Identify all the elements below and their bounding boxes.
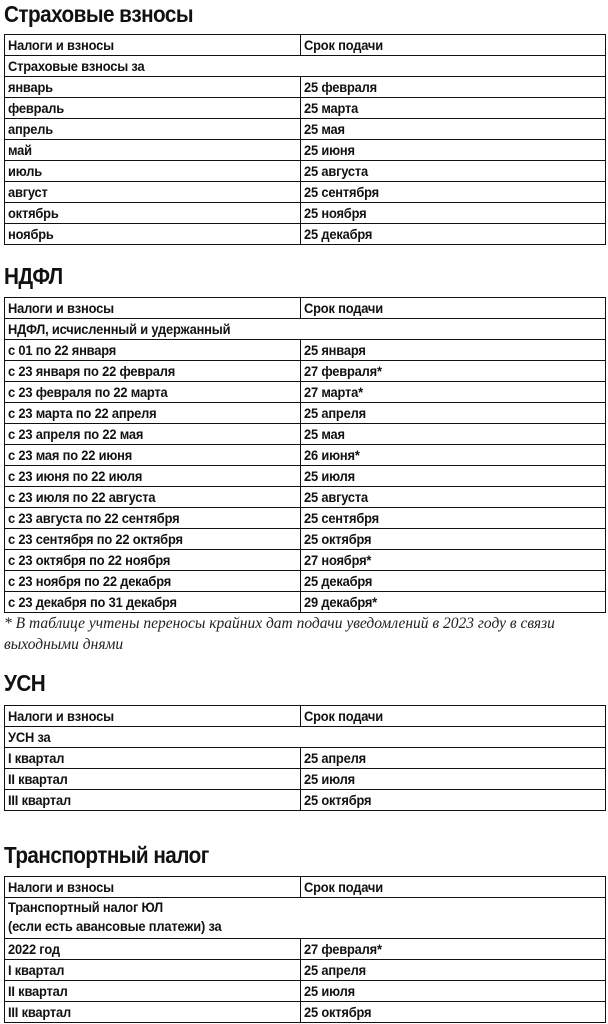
period-cell-text: с 23 июля по 22 августа xyxy=(8,489,156,505)
deadline-cell-text: 25 апреля xyxy=(304,750,366,766)
period-cell-text: III квартал xyxy=(8,1004,72,1020)
period-cell xyxy=(5,119,301,140)
deadline-cell xyxy=(301,939,606,960)
deadline-cell xyxy=(301,769,606,790)
deadline-cell-text: 25 апреля xyxy=(304,962,366,978)
deadline-cell-text: 25 июля xyxy=(304,468,355,484)
table-row xyxy=(5,340,606,361)
group-label xyxy=(5,898,606,939)
period-cell xyxy=(5,77,301,98)
header-taxes xyxy=(5,877,301,898)
period-cell xyxy=(5,203,301,224)
deadline-cell xyxy=(301,550,606,571)
period-cell xyxy=(5,161,301,182)
deadline-cell xyxy=(301,340,606,361)
header-deadline xyxy=(301,298,606,319)
deadline-cell xyxy=(301,466,606,487)
deadline-cell-text: 25 сентября xyxy=(304,184,379,200)
deadline-cell-text: 25 июня xyxy=(304,142,355,158)
header-deadline xyxy=(301,877,606,898)
deadline-cell-text: 25 августа xyxy=(304,489,368,505)
table-row xyxy=(5,382,606,403)
deadline-cell xyxy=(301,960,606,981)
deadline-cell xyxy=(301,361,606,382)
table-row xyxy=(5,981,606,1002)
period-cell xyxy=(5,571,301,592)
table-row xyxy=(5,790,606,811)
table-header-row xyxy=(5,877,606,898)
deadline-cell xyxy=(301,203,606,224)
period-cell xyxy=(5,769,301,790)
header-taxes-text: Налоги и взносы xyxy=(8,879,114,895)
deadline-cell-text: 25 июля xyxy=(304,983,355,999)
table-row xyxy=(5,592,606,613)
deadline-cell-text: 29 декабря* xyxy=(304,594,378,610)
table-row xyxy=(5,98,606,119)
table-row xyxy=(5,403,606,424)
header-taxes xyxy=(5,706,301,727)
table-group-row xyxy=(5,898,606,939)
period-cell-text: август xyxy=(8,184,48,200)
period-cell-text: с 01 по 22 января xyxy=(8,342,117,358)
period-cell-text: с 23 февраля по 22 марта xyxy=(8,384,168,400)
period-cell xyxy=(5,981,301,1002)
table-row xyxy=(5,550,606,571)
deadline-cell-text: 25 сентября xyxy=(304,510,379,526)
period-cell xyxy=(5,550,301,571)
table-header-row xyxy=(5,35,606,56)
table-row xyxy=(5,445,606,466)
deadline-cell xyxy=(301,445,606,466)
deadline-cell xyxy=(301,487,606,508)
period-cell-text: с 23 ноября по 22 декабря xyxy=(8,573,172,589)
deadline-cell-text: 27 марта* xyxy=(304,384,363,400)
header-taxes-text: Налоги и взносы xyxy=(8,300,114,316)
header-deadline-text: Срок подачи xyxy=(304,879,383,895)
table-row xyxy=(5,1002,606,1023)
deadline-cell-text: 25 ноября xyxy=(304,205,367,221)
footnote: * В таблице учтены переносы крайних дат подачи уведомлений в 2023 году в связи выходными днями xyxy=(4,615,555,653)
table-row xyxy=(5,571,606,592)
deadline-cell-text: 27 ноября* xyxy=(304,552,372,568)
table-row xyxy=(5,119,606,140)
deadline-cell xyxy=(301,119,606,140)
deadline-cell-text: 25 августа xyxy=(304,163,368,179)
deadline-cell xyxy=(301,140,606,161)
group-label xyxy=(5,727,606,748)
period-cell-text: 2022 год xyxy=(8,941,60,957)
period-cell-text: май xyxy=(8,142,32,158)
period-cell-text: II квартал xyxy=(8,771,68,787)
period-cell xyxy=(5,140,301,161)
period-cell xyxy=(5,487,301,508)
table-row xyxy=(5,203,606,224)
deadline-cell-text: 27 февраля* xyxy=(304,363,382,379)
header-taxes-text: Налоги и взносы xyxy=(8,708,114,724)
period-cell xyxy=(5,529,301,550)
deadline-cell xyxy=(301,748,606,769)
period-cell xyxy=(5,182,301,203)
period-cell xyxy=(5,424,301,445)
deadline-cell xyxy=(301,403,606,424)
deadline-cell xyxy=(301,508,606,529)
deadline-cell-text: 26 июня* xyxy=(304,447,360,463)
period-cell xyxy=(5,382,301,403)
table-group-row xyxy=(5,727,606,748)
deadline-cell xyxy=(301,98,606,119)
table-group-row xyxy=(5,319,606,340)
table-header-row xyxy=(5,298,606,319)
deadline-cell-text: 25 декабря xyxy=(304,226,373,242)
table-header-row xyxy=(5,706,606,727)
deadline-cell xyxy=(301,382,606,403)
period-cell-text: июль xyxy=(8,163,42,179)
deadline-cell xyxy=(301,1002,606,1023)
header-deadline xyxy=(301,706,606,727)
group-label-text: НДФЛ, исчисленный и удержанный xyxy=(8,321,231,337)
period-cell xyxy=(5,224,301,245)
group-label-text: Страховые взносы за xyxy=(8,58,145,74)
table-row xyxy=(5,748,606,769)
header-taxes xyxy=(5,298,301,319)
period-cell xyxy=(5,445,301,466)
deadline-cell-text: 25 апреля xyxy=(304,405,366,421)
table-row xyxy=(5,487,606,508)
table-row xyxy=(5,939,606,960)
period-cell xyxy=(5,790,301,811)
section-title-insurance: Страховые взносы xyxy=(4,1,193,27)
deadline-cell-text: 25 февраля xyxy=(304,79,377,95)
deadline-cell-text: 25 октября xyxy=(304,792,372,808)
deadline-cell-text: 25 мая xyxy=(304,426,345,442)
deadline-cell xyxy=(301,77,606,98)
period-cell-text: с 23 октября по 22 ноября xyxy=(8,552,171,568)
period-cell xyxy=(5,748,301,769)
period-cell-text: с 23 декабря по 31 декабря xyxy=(8,594,177,610)
header-deadline xyxy=(301,35,606,56)
table-row xyxy=(5,424,606,445)
deadline-cell xyxy=(301,161,606,182)
deadline-cell xyxy=(301,529,606,550)
table-ndfl xyxy=(4,297,606,613)
table-row xyxy=(5,960,606,981)
period-cell-text: с 23 апреля по 22 мая xyxy=(8,426,144,442)
table-row xyxy=(5,466,606,487)
period-cell-text: с 23 сентября по 22 октября xyxy=(8,531,183,547)
table-row xyxy=(5,224,606,245)
header-deadline-text: Срок подачи xyxy=(304,37,383,53)
section-title-ndfl: НДФЛ xyxy=(4,263,63,289)
header-taxes-text: Налоги и взносы xyxy=(8,37,114,53)
group-label-text: Транспортный налог ЮЛ (если есть авансовые платежи) за xyxy=(8,899,222,934)
period-cell-text: III квартал xyxy=(8,792,72,808)
period-cell xyxy=(5,340,301,361)
period-cell xyxy=(5,466,301,487)
deadline-cell-text: 25 марта xyxy=(304,100,359,116)
deadline-cell-text: 25 октября xyxy=(304,531,372,547)
group-label xyxy=(5,56,606,77)
period-cell xyxy=(5,960,301,981)
section-title-usn: УСН xyxy=(4,670,46,696)
deadline-cell-text: 25 декабря xyxy=(304,573,373,589)
table-group-row xyxy=(5,56,606,77)
table-row xyxy=(5,140,606,161)
deadline-cell-text: 27 февраля* xyxy=(304,941,382,957)
table-row xyxy=(5,77,606,98)
period-cell-text: с 23 мая по 22 июня xyxy=(8,447,133,463)
period-cell-text: ноябрь xyxy=(8,226,54,242)
deadline-cell-text: 25 мая xyxy=(304,121,345,137)
deadline-cell-text: 25 января xyxy=(304,342,366,358)
deadline-cell xyxy=(301,424,606,445)
table-row xyxy=(5,182,606,203)
deadline-cell xyxy=(301,224,606,245)
group-label xyxy=(5,319,606,340)
table-usn xyxy=(4,705,606,811)
table-row xyxy=(5,769,606,790)
header-deadline-text: Срок подачи xyxy=(304,300,383,316)
deadline-cell-text: 25 июля xyxy=(304,771,355,787)
section-title-transport: Транспортный налог xyxy=(4,842,209,868)
period-cell-text: январь xyxy=(8,79,53,95)
period-cell xyxy=(5,403,301,424)
period-cell-text: I квартал xyxy=(8,962,65,978)
period-cell-text: с 23 марта по 22 апреля xyxy=(8,405,157,421)
period-cell-text: с 23 января по 22 февраля xyxy=(8,363,176,379)
period-cell-text: февраль xyxy=(8,100,65,116)
table-row xyxy=(5,161,606,182)
table-row xyxy=(5,361,606,382)
deadline-cell xyxy=(301,182,606,203)
period-cell-text: апрель xyxy=(8,121,53,137)
group-label-text: УСН за xyxy=(8,729,51,745)
period-cell-text: II квартал xyxy=(8,983,68,999)
period-cell xyxy=(5,592,301,613)
table-transport xyxy=(4,876,606,1023)
deadline-cell-text: 25 октября xyxy=(304,1004,372,1020)
period-cell xyxy=(5,98,301,119)
header-taxes xyxy=(5,35,301,56)
table-row xyxy=(5,508,606,529)
period-cell-text: октябрь xyxy=(8,205,59,221)
deadline-cell xyxy=(301,790,606,811)
deadline-cell xyxy=(301,981,606,1002)
table-row xyxy=(5,529,606,550)
deadline-cell xyxy=(301,592,606,613)
deadline-cell xyxy=(301,571,606,592)
period-cell xyxy=(5,939,301,960)
table-insurance xyxy=(4,34,606,245)
period-cell-text: I квартал xyxy=(8,750,65,766)
period-cell-text: с 23 августа по 22 сентября xyxy=(8,510,180,526)
header-deadline-text: Срок подачи xyxy=(304,708,383,724)
period-cell xyxy=(5,1002,301,1023)
period-cell-text: с 23 июня по 22 июля xyxy=(8,468,143,484)
period-cell xyxy=(5,508,301,529)
period-cell xyxy=(5,361,301,382)
